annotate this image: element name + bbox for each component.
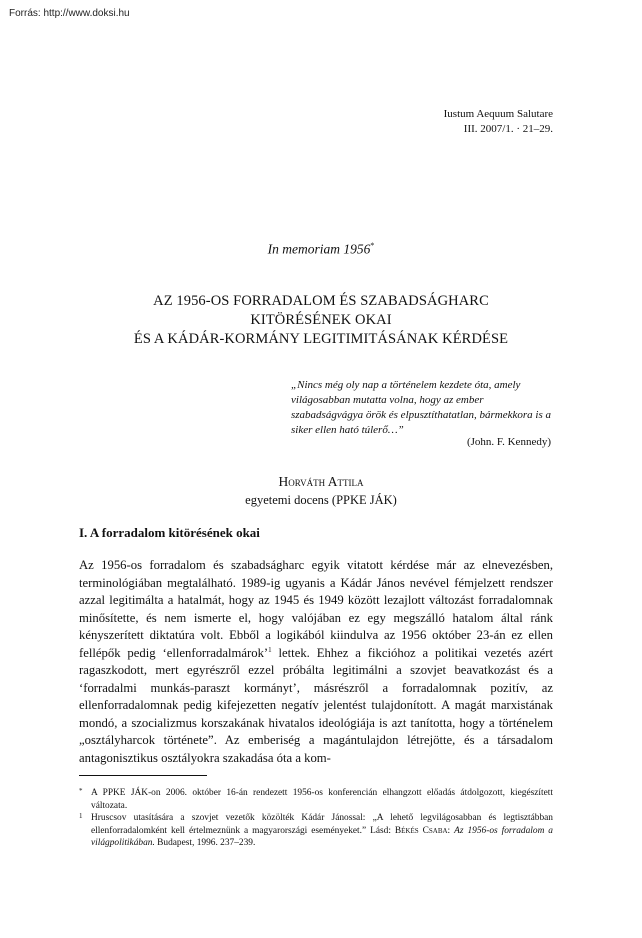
memoriam-footnote-mark: * <box>370 241 375 250</box>
author-name: Horváth Attila <box>278 474 364 489</box>
footnote-1-cited-title: Az 1956-os forradalom a világpolitikában. <box>91 825 553 849</box>
footnote-1-text: Hruscsov utasítására a szovjet vezetők közölték Kádár Jánossal: „A lehető legvilágosabban és legtisztábban ellenforradalomként kell értelmeznünk a magyarországi eseményeket.” Lásd: <box>91 813 553 836</box>
footnote-divider <box>79 775 207 776</box>
section-heading: I. A forradalom kitörésének okai <box>79 525 260 540</box>
journal-header <box>444 107 553 137</box>
footnote-star-text: A PPKE JÁK-on 2006. október 16-án rendezett 1956-os konferencián elhangzott előadás átdolgozott, kiegészített változata. <box>91 788 553 811</box>
memoriam-text: In memoriam 1956 <box>267 241 371 257</box>
epigraph-quote: „Nincs még oly nap a történelem kezdete óta, amely világosabban mutatta volna, hogy az ember szabadságvágya örök és elpusztíthatatlan, bármekkora is a siker ellen ható túlerő…” <box>291 379 552 436</box>
author-affiliation: egyetemi docens (PPKE JÁK) <box>245 493 397 507</box>
footnote-1 <box>79 812 553 850</box>
footnote-1-colon: : <box>447 825 455 836</box>
memoriam-heading <box>0 241 642 258</box>
title-line-3: ÉS A KÁDÁR-KORMÁNY LEGITIMITÁSÁNAK KÉRDÉSE <box>133 331 509 347</box>
article-title <box>0 292 642 349</box>
epigraph-author: (John. F. Kennedy) <box>466 436 551 448</box>
footnote-star <box>79 787 553 812</box>
footnote-1-cited-author: Békés Csaba <box>394 825 448 836</box>
footnote-ref-1: 1 <box>268 645 272 654</box>
title-line-2: KITÖRÉSÉNEK OKAI <box>250 312 392 328</box>
footnote-1-tail: Budapest, 1996. 237–239. <box>154 838 256 849</box>
paragraph-part-1: Az 1956-os forradalom és szabadságharc egyik vitatott kérdése már az elnevezésben, terminológiában megtalálható. 1989-ig ugyanis a Kádár János nevével fémjelzett rendszer azzal legitimálta a hatalmát, hogy az 1945 és 1949 között lezajlott változást forradalomnak minősítette, és nem ismerte el, hogy valójában ez egy megszálló hatalom által ránk kényszerített diktatúra volt. Ebből a logikából kiindulva az 1956 október 23-án ez ellen fellépők pedig ‘ellenforradalmárok’ <box>79 558 553 660</box>
body-paragraph <box>79 557 553 767</box>
journal-issue: III. 2007/1. · 21–29. <box>463 123 553 135</box>
footnote-star-mark: * <box>79 787 83 795</box>
footnote-1-mark: 1 <box>79 812 83 820</box>
title-line-1: AZ 1956-OS FORRADALOM ÉS SZABADSÁGHARC <box>153 293 489 309</box>
paragraph-part-2: lettek. Ehhez a fikcióhoz a politikai vezetés azért ragaszkodott, mert egyrészről ezzel próbálta legitimálni a szovjet beavatkozást és a ‘forradalmi munkás-paraszt kormányt’, másrészről a forradalomnak pozitív, az ellenforradalomnak pedig kifejezetten negatív jelentést tulajdonított. A magát marxistának mondó, a szocializmus korszakának hivatalos ideológiája is azt tanította, hogy a történelem „osztályharcok története”. Az emberiség a magántulajdon létrejötte, és a társadalom antagonisztikus osztályokra szakadása óta a kom- <box>79 645 553 765</box>
journal-name: Iustum Aequum Salutare <box>443 108 553 120</box>
source-url: Forrás: http://www.doksi.hu <box>9 8 130 19</box>
